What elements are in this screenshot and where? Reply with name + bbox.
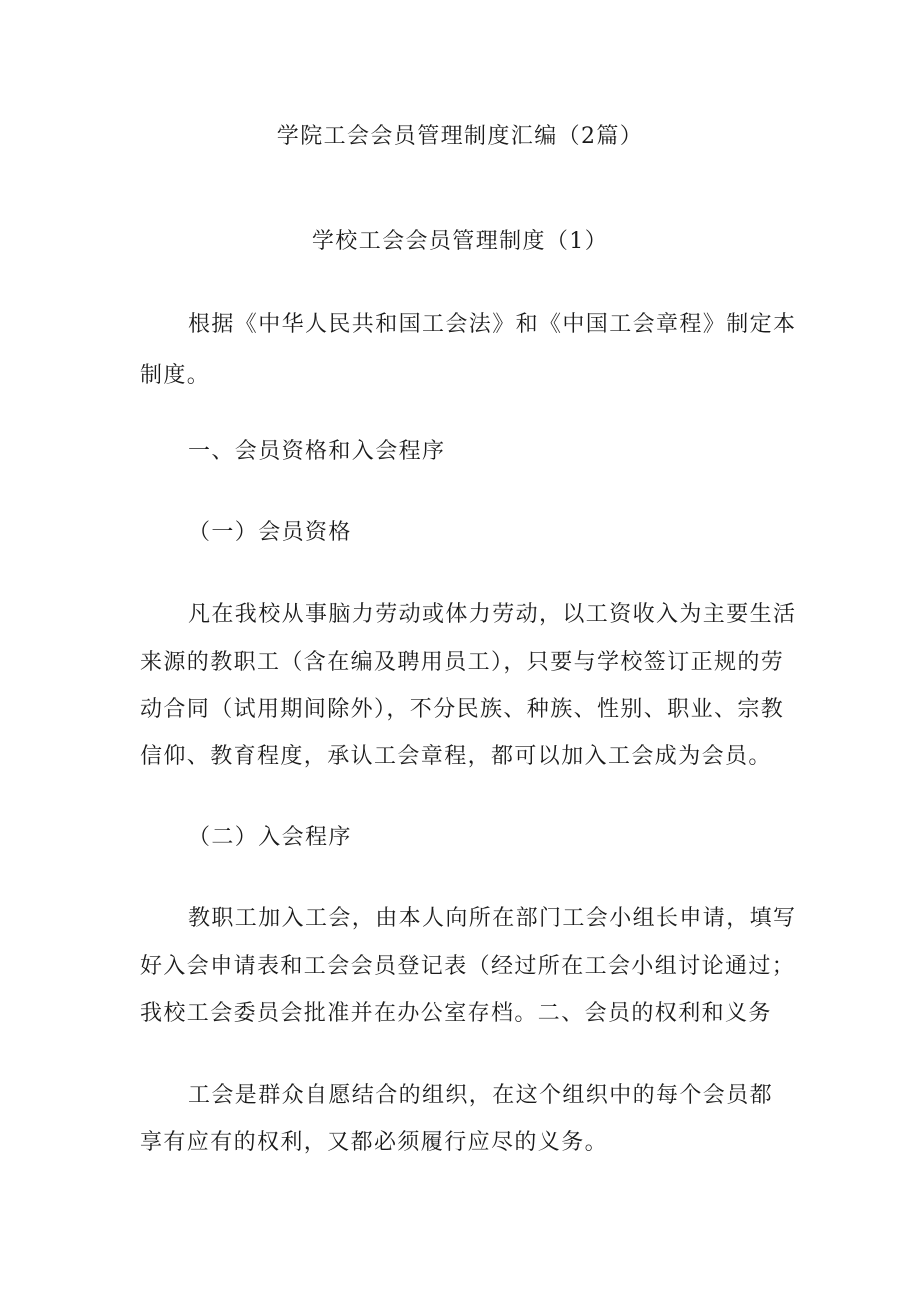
paragraph-line: 教职工加入工会，由本人向所在部门工会小组长申请，填写 bbox=[188, 906, 797, 931]
paragraph-line: 制度。 bbox=[140, 363, 211, 388]
paragraph-line: 信仰、教育程度，承认工会章程，都可以加入工会成为会员。 bbox=[140, 744, 772, 769]
paragraph-line: 动合同（试用期间除外），不分民族、种族、性别、职业、宗教 bbox=[140, 697, 785, 722]
subsection-heading: （一）会员资格 bbox=[188, 520, 352, 545]
paragraph-line: 凡在我校从事脑力劳动或体力劳动，以工资收入为主要生活 bbox=[188, 602, 797, 627]
subsection-heading: （二）入会程序 bbox=[188, 825, 352, 850]
paragraph-line: 来源的教职工（含在编及聘用员工），只要与学校签订正规的劳 bbox=[140, 650, 785, 675]
paragraph-line: 享有应有的权利，又都必须履行应尽的义务。 bbox=[140, 1130, 609, 1155]
main-title: 学院工会会员管理制度汇编（2篇） bbox=[276, 124, 644, 149]
subtitle: 学校工会会员管理制度（1） bbox=[311, 229, 609, 254]
paragraph-line: 工会是群众自愿结合的组织，在这个组织中的每个会员都 bbox=[188, 1083, 774, 1108]
section-heading: 一、会员资格和入会程序 bbox=[188, 439, 446, 464]
paragraph-line: 好入会申请表和工会会员登记表（经过所在工会小组讨论通过； bbox=[140, 954, 796, 979]
paragraph-line: 我校工会委员会批准并在办公室存档。二、会员的权利和义务 bbox=[140, 1001, 772, 1026]
paragraph-line: 根据《中华人民共和国工会法》和《中国工会章程》制定本 bbox=[188, 312, 797, 337]
